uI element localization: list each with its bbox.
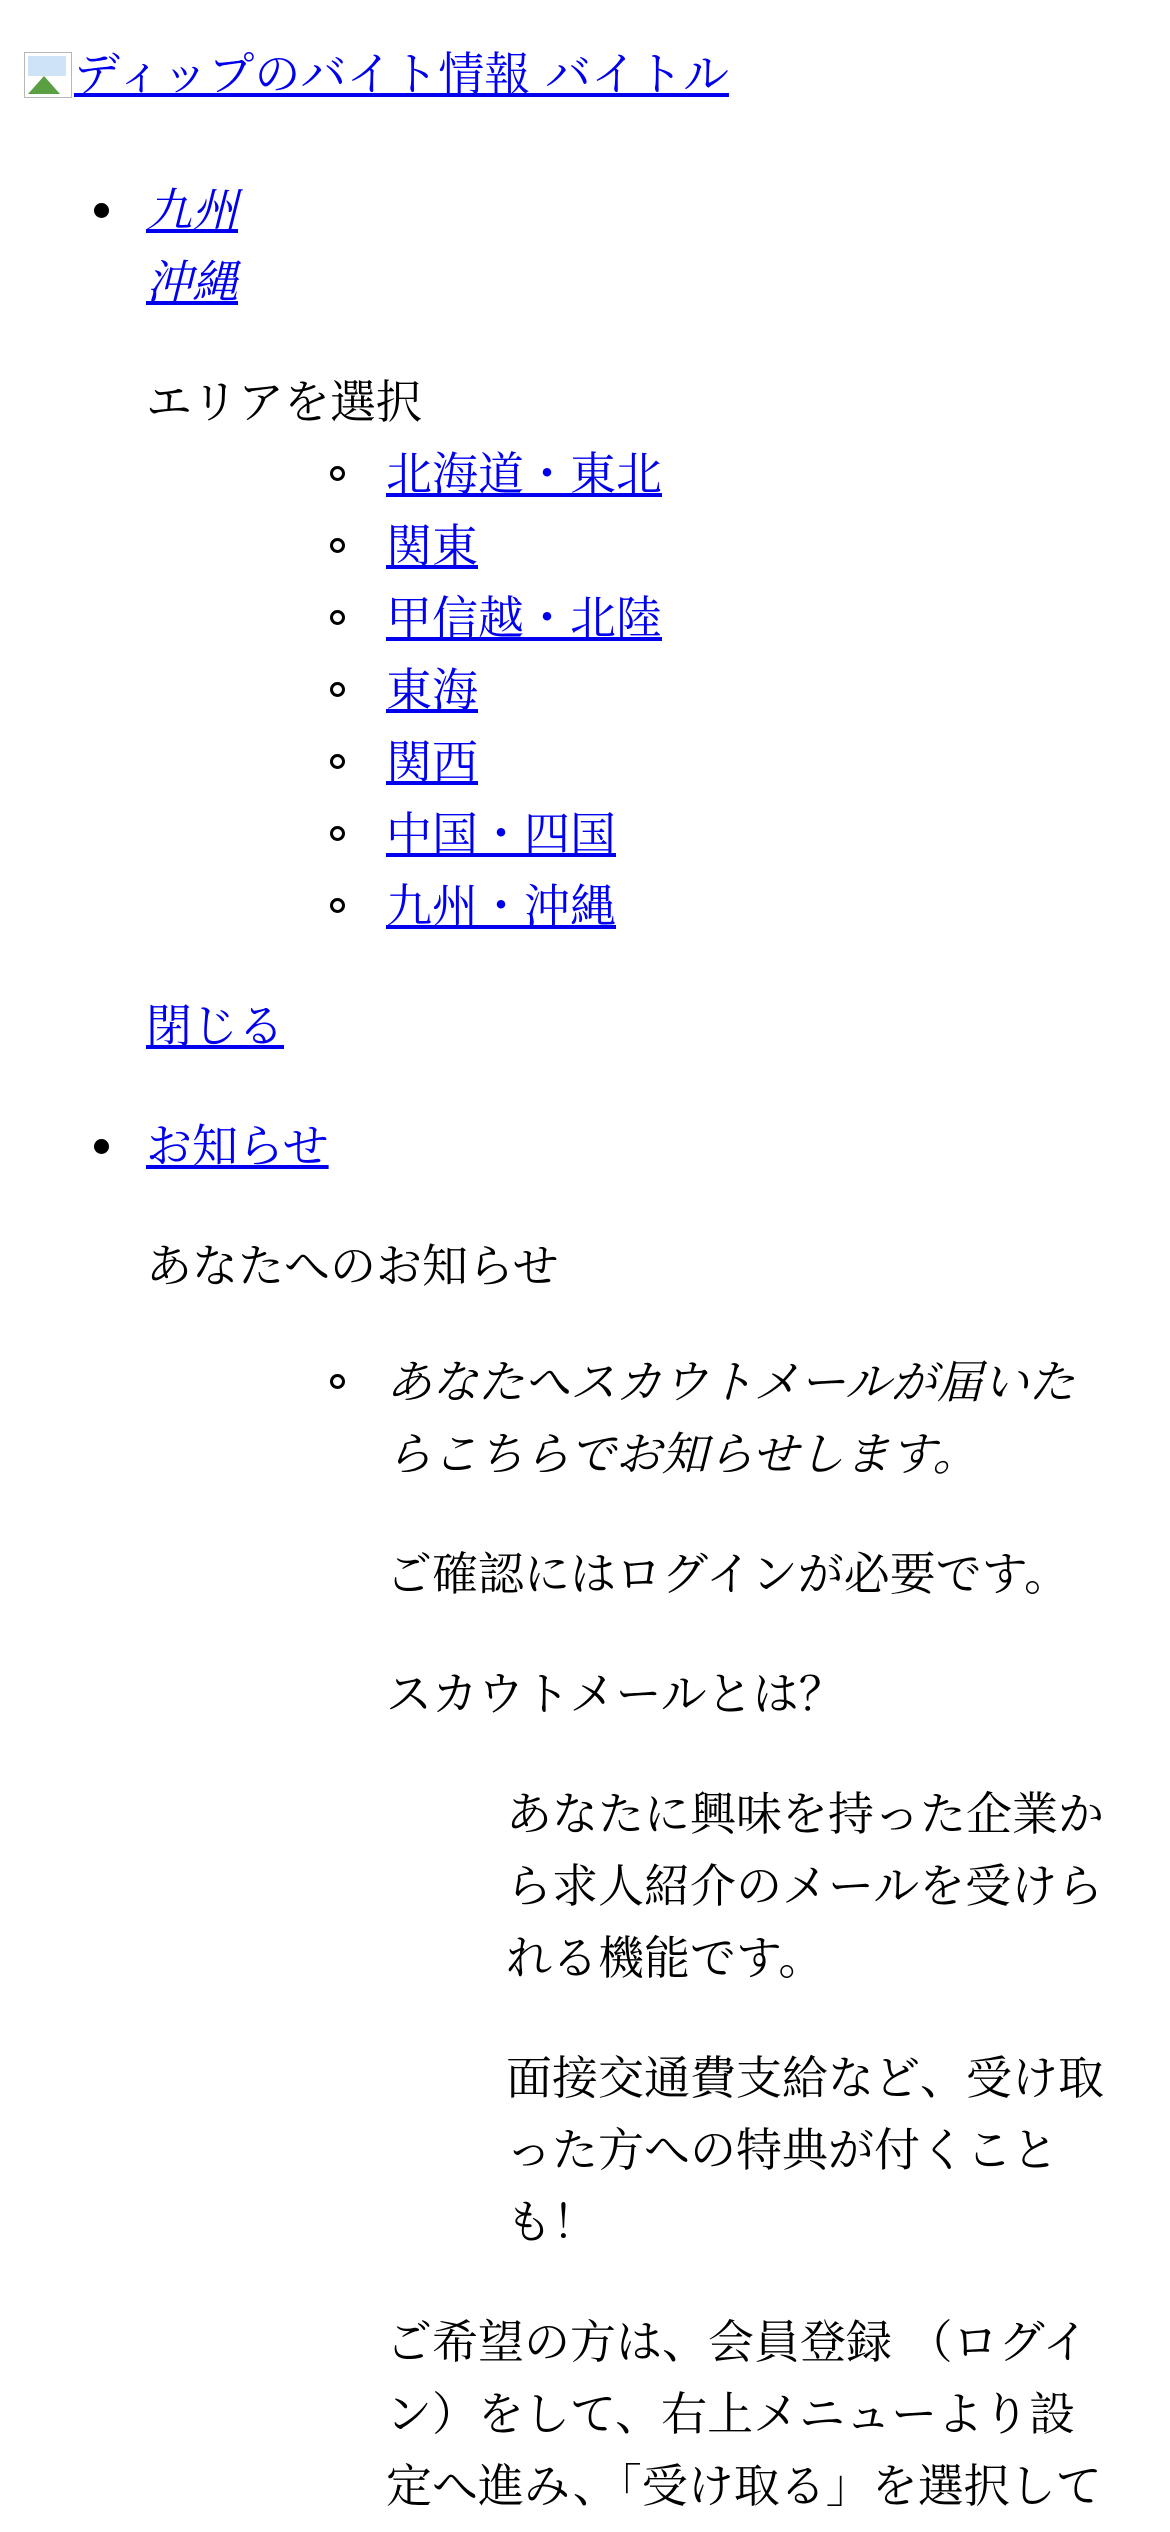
current-area-link-kyushu[interactable]: 九州 xyxy=(146,183,238,237)
list-circle xyxy=(330,826,345,841)
scout-benefit-line: 面接交通費支給など、受け取 xyxy=(506,2051,1104,2105)
list-bullet xyxy=(94,203,109,218)
current-area-link-okinawa[interactable]: 沖縄 xyxy=(146,255,238,309)
login-required-text: ご確認にはログインが必要です。 xyxy=(386,1547,1071,1601)
signup-instruction-line: 定へ進み、「受け取る」を選択して xyxy=(386,2459,1102,2513)
scout-benefit-line: も！ xyxy=(506,2195,598,2249)
logo-text: ディップのバイト情報 バイトル xyxy=(74,47,729,101)
area-option-kansai[interactable]: 関西 xyxy=(386,735,478,789)
list-circle xyxy=(330,538,345,553)
list-circle xyxy=(330,610,345,625)
area-option-chugoku-shikoku[interactable]: 中国・四国 xyxy=(386,807,616,861)
list-circle xyxy=(330,754,345,769)
signup-instruction-line: ン）をして、右上メニューより設 xyxy=(386,2387,1076,2441)
list-circle xyxy=(330,898,345,913)
list-bullet xyxy=(94,1139,109,1154)
list-circle xyxy=(330,466,345,481)
area-select-label: エリアを選択 xyxy=(146,375,422,429)
area-option-hokkaido-tohoku[interactable]: 北海道・東北 xyxy=(386,447,662,501)
list-circle xyxy=(330,1374,345,1389)
notice-link[interactable]: お知らせ xyxy=(146,1119,329,1173)
scout-description-line: れる機能です。 xyxy=(506,1931,825,1985)
close-link[interactable]: 閉じる xyxy=(146,999,284,1053)
area-option-kyushu-okinawa[interactable]: 九州・沖縄 xyxy=(386,879,616,933)
scout-description-line: あなたに興味を持った企業か xyxy=(506,1787,1104,1841)
scout-notice-line: らこちらでお知らせします。 xyxy=(386,1427,979,1481)
scout-notice-line: あなたへスカウトメールが届いた xyxy=(386,1355,1075,1409)
notice-heading: あなたへのお知らせ xyxy=(146,1239,559,1293)
scout-mail-question: スカウトメールとは？ xyxy=(386,1667,845,1721)
area-option-kanto[interactable]: 関東 xyxy=(386,519,478,573)
scout-benefit-line: った方への特典が付くこと xyxy=(506,2123,1058,2177)
scout-description-line: ら求人紹介のメールを受けら xyxy=(506,1859,1104,1913)
signup-instruction-line: ご希望の方は、会員登録 （ログイ xyxy=(386,2315,1089,2369)
area-option-koshinetsu-hokuriku[interactable]: 甲信越・北陸 xyxy=(386,591,662,645)
area-option-tokai[interactable]: 東海 xyxy=(386,663,478,717)
logo-link[interactable] xyxy=(24,47,729,110)
list-circle xyxy=(330,682,345,697)
broken-image-icon xyxy=(24,52,72,98)
